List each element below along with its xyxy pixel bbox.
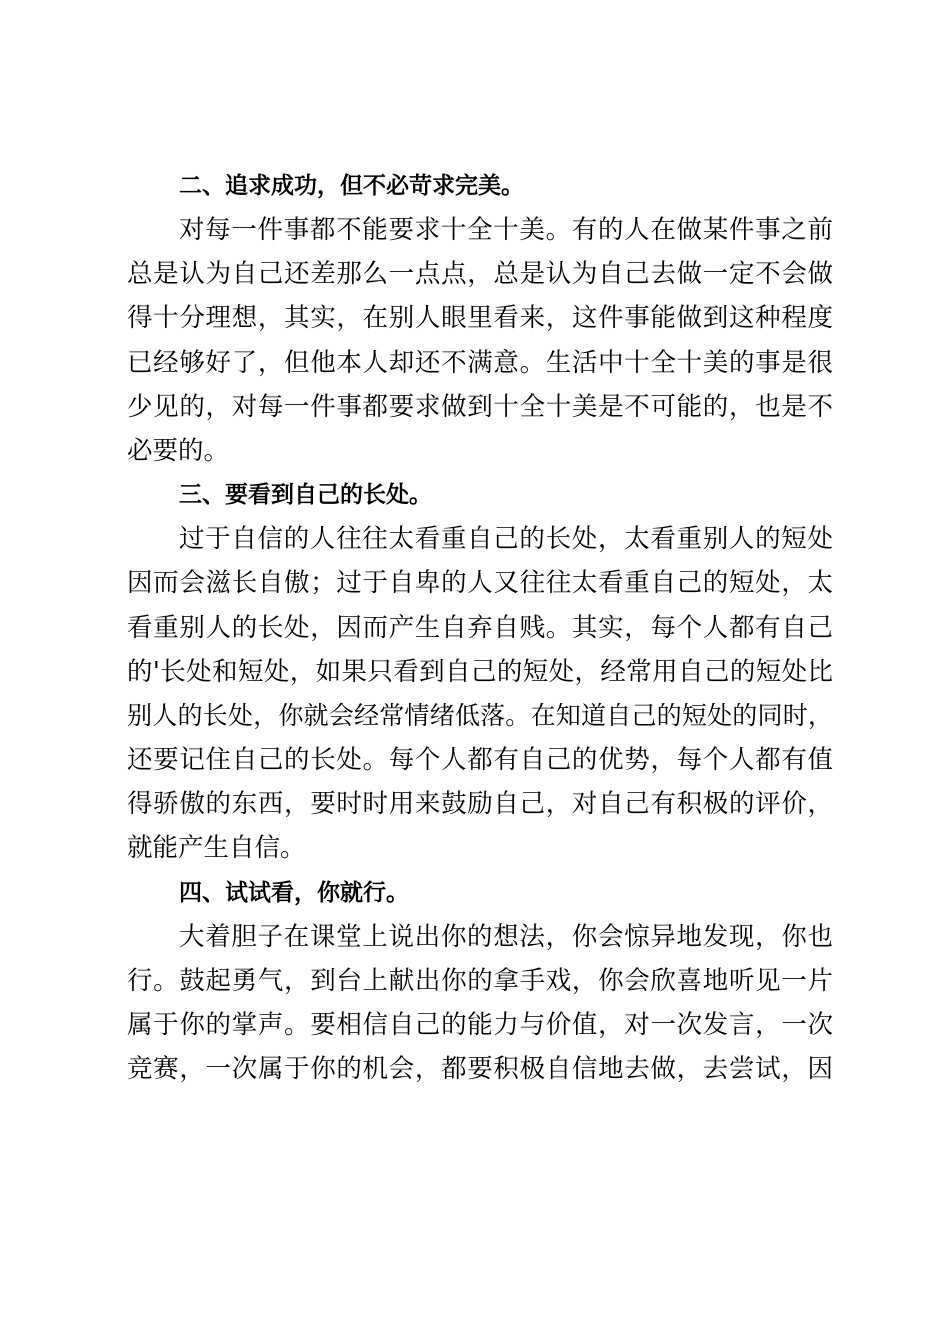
document-body: [127, 164, 833, 1091]
paragraph-line: 的'长处和短处，如果只看到自己的短处，经常用自己的短处比: [127, 656, 833, 687]
paragraph-line: 看重别人的长处，因而产生自弃自贱。其实，每个人都有自己: [127, 612, 833, 643]
paragraph-line: 得十分理想，其实，在别人眼里看来，这件事能做到这种程度: [127, 303, 833, 334]
paragraph-line: 属于你的掌声。要相信自己的能力与价值，对一次发言，一次: [127, 1010, 833, 1040]
paragraph-line: 因而会滋长自傲；过于自卑的人又往往太看重自己的短处，太: [127, 568, 833, 599]
paragraph-line: 少见的，对每一件事都要求做到十全十美是不可能的，也是不: [127, 391, 833, 422]
paragraph-line: 就能产生自信。: [127, 833, 306, 864]
paragraph-strengths: [127, 517, 833, 871]
paragraph-line: 别人的长处，你就会经常情绪低落。在知道自己的短处的同时，: [127, 700, 833, 730]
paragraph-line: 还要记住自己的长处。每个人都有自己的优势，每个人都有值: [127, 745, 833, 776]
paragraph-line: 必要的。: [127, 435, 230, 466]
paragraph-line: 对每一件事都不能要求十全十美。有的人在做某件事之前: [179, 215, 833, 245]
section-heading-4: 四、试试看，你就行。: [179, 879, 409, 906]
paragraph-line: 行。鼓起勇气，到台上献出你的拿手戏，你会欣喜地听见一片: [127, 965, 833, 996]
paragraph-line: 过于自信的人往往太看重自己的长处，太看重别人的短处: [179, 524, 833, 555]
paragraph-line: 得骄傲的东西，要时时用来鼓励自己，对自己有积极的评价，: [127, 789, 833, 820]
paragraph-line: 竞赛，一次属于你的机会，都要积极自信地去做，去尝试，因: [127, 1054, 833, 1085]
paragraph-line: 已经够好了，但他本人却还不满意。生活中十全十美的事是很: [127, 347, 833, 378]
paragraph-line: 总是认为自己还差那么一点点，总是认为自己去做一定不会做: [127, 259, 833, 290]
paragraph-perfection: [127, 208, 833, 473]
section-heading-2: 二、追求成功，但不必苛求完美。: [179, 173, 524, 199]
section-heading-3: 三、要看到自己的长处。: [179, 482, 432, 509]
paragraph-try-it: [127, 915, 833, 1092]
paragraph-line: 大着胆子在课堂上说出你的想法，你会惊异地发现，你也: [179, 921, 833, 952]
